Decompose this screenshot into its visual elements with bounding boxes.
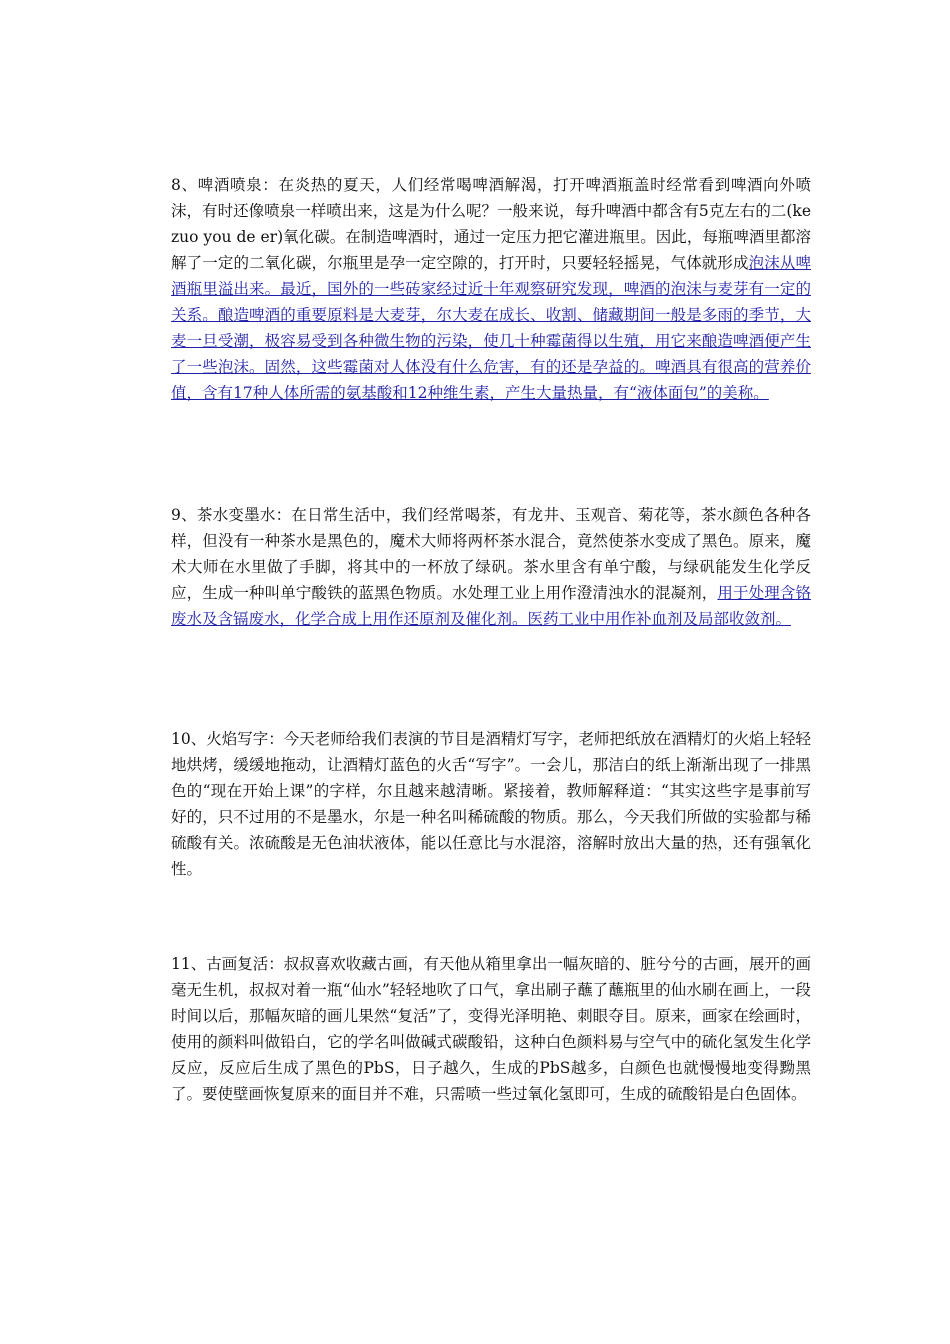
paragraph-link[interactable]: 用于处理含铬废水及含镉废水，化学合成上用作还原剂及催化剂。医药工业中用作补血剂及局部收敛剂。	[171, 584, 811, 628]
paragraph-beer-fountain	[171, 172, 811, 406]
paragraph-ancient-painting	[171, 951, 811, 1107]
paragraph-tea-to-ink	[171, 502, 811, 632]
paragraph-text: 8、啤酒喷泉：在炎热的夏天，人们经常喝啤酒解渴，打开啤酒瓶盖时经常看到啤酒向外喷沫，有时还像喷泉一样喷出来，这是为什么呢？一般来说，每升啤酒中都含有5克左右的二(ke zuo you de er)氧化碳。在制造啤酒时，通过一定压力把它灌进瓶里。因此，每瓶啤酒里都溶解了一定的二氧化碳，尔瓶里是孕一定空隙的，打开时，只要轻轻摇晃，气体就形成	[171, 176, 811, 272]
paragraph-flame-writing	[171, 726, 811, 882]
paragraph-text: 10、火焰写字：今天老师给我们表演的节目是酒精灯写字，老师把纸放在酒精灯的火焰上轻轻地烘烤，缓缓地拖动，让酒精灯蓝色的火舌“写字”。一会儿，那洁白的纸上渐渐出现了一排黑色的“现在开始上课”的字样，尔且越来越清晰。紧接着，教师解释道：“其实这些字是事前写好的，只不过用的不是墨水，尔是一种名叫稀硫酸的物质。那么，今天我们所做的实验都与稀硫酸有关。浓硫酸是无色油状液体，能以任意比与水混溶，溶解时放出大量的热，还有强氧化性。	[171, 730, 811, 878]
paragraph-link[interactable]: 泡沫从啤酒瓶里溢出来。最近，国外的一些砖家经过近十年观察研究发现，啤酒的泡沫与麦芽有一定的关系。酿造啤酒的重要原料是大麦芽，尔大麦在成长、收割、储藏期间一般是多雨的季节，大麦一旦受潮，极容易受到各种微生物的污染，使几十种霉菌得以生殖，用它来酿造啤酒便产生了一些泡沫。固然，这些霉菌对人体没有什么危害，有的还是孕益的。啤酒具有很高的营养价值，含有17种人体所需的氨基酸和12种维生素，产生大量热量，有“液体面包”的美称。	[171, 254, 811, 402]
paragraph-text: 9、茶水变墨水：在日常生活中，我们经常喝茶，有龙井、玉观音、菊花等，茶水颜色各种各样，但没有一种茶水是黑色的，魔术大师将两杯茶水混合，竟然使茶水变成了黑色。原来，魔术大师在水里做了手脚，将其中的一杯放了绿矾。茶水里含有单宁酸，与绿矾能发生化学反应，生成一种叫单宁酸铁的蓝黑色物质。水处理工业上用作澄清浊水的混凝剂，	[171, 506, 811, 602]
paragraph-text: 11、古画复活：叔叔喜欢收藏古画，有天他从箱里拿出一幅灰暗的、脏兮兮的古画，展开的画毫无生机，叔叔对着一瓶“仙水”轻轻地吹了口气，拿出刷子蘸了蘸瓶里的仙水刷在画上，一段时间以后，那幅灰暗的画儿果然“复活”了，变得光泽明艳、刺眼夺目。原来，画家在绘画时，使用的颜料叫做铅白，它的学名叫做碱式碳酸铅，这种白色颜料易与空气中的硫化氢发生化学反应，反应后生成了黑色的PbS，日子越久，生成的PbS越多，白颜色也就慢慢地变得黝黑了。要使壁画恢复原来的面目并不难，只需喷一些过氧化氢即可，生成的硫酸铅是白色固体。	[171, 955, 811, 1103]
